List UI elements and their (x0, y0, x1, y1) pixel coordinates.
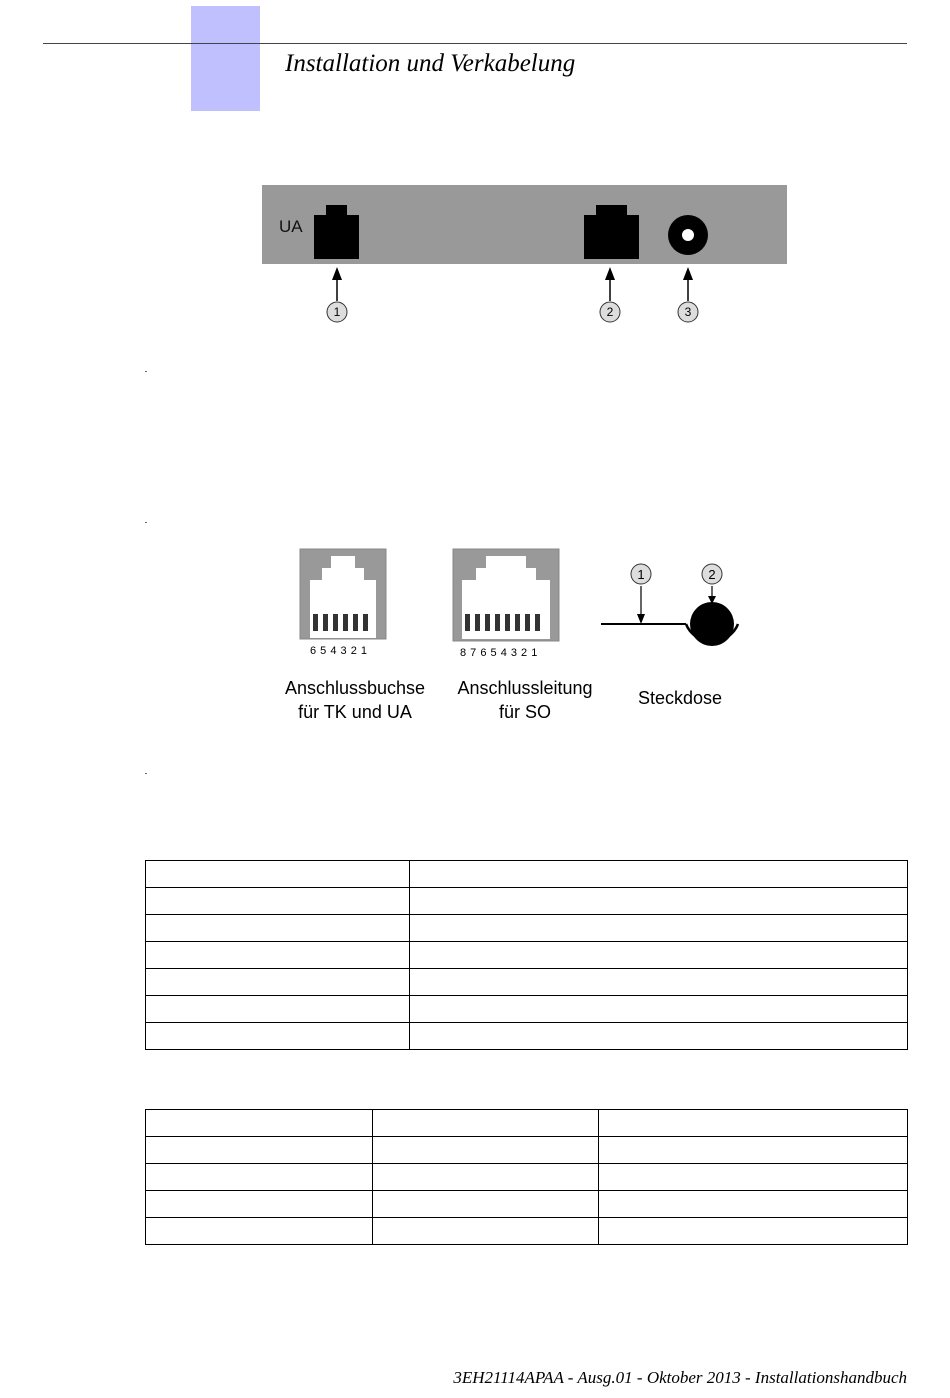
table-row (146, 1191, 908, 1218)
table-cell (146, 888, 410, 915)
table-cell (146, 942, 410, 969)
table-cell (146, 861, 410, 888)
table-cell (373, 1137, 599, 1164)
table-cell (373, 1164, 599, 1191)
table-row (146, 1218, 908, 1245)
table-1 (145, 860, 908, 1050)
table-cell (373, 1110, 599, 1137)
caption-jack8-line1: Anschlussleitung (457, 678, 593, 698)
pin-numbers-8: 8 7 6 5 4 3 2 1 (460, 647, 538, 659)
table-row (146, 969, 908, 996)
caption-jack6-line1: Anschlussbuchse (284, 678, 426, 698)
callout-3: 3 (684, 305, 692, 319)
caption-jack6 (270, 676, 440, 724)
table-cell (146, 1191, 373, 1218)
back-panel-figure (0, 0, 950, 340)
table-2 (145, 1109, 908, 1245)
caption-jack6-line2: für TK und UA (298, 702, 412, 722)
table-cell (146, 996, 410, 1023)
table-row (146, 1137, 908, 1164)
table-cell (599, 1110, 908, 1137)
table-row (146, 1110, 908, 1137)
table-cell (146, 915, 410, 942)
ua-label: UA (279, 217, 303, 236)
table-row (146, 861, 908, 888)
socket-icon (601, 602, 738, 646)
table-cell (410, 915, 908, 942)
caption-jack8 (440, 676, 610, 724)
table-cell (146, 969, 410, 996)
pinout-figure (0, 540, 950, 660)
footer-text: 3EH21114APAA - Ausg.01 - Oktober 2013 - Installationshandbuch (453, 1368, 907, 1387)
table-cell (146, 1164, 373, 1191)
table-row (146, 1023, 908, 1050)
table-row (146, 888, 908, 915)
table-cell (146, 1137, 373, 1164)
section-title: Installation und Verkabelung (285, 50, 576, 77)
table-cell (599, 1191, 908, 1218)
table-row (146, 915, 908, 942)
table-cell (373, 1218, 599, 1245)
socket-callout-2: 2 (708, 567, 716, 582)
bullet-dot (145, 773, 147, 774)
table-cell (410, 888, 908, 915)
socket-callout-1: 1 (637, 567, 645, 582)
table-row (146, 1164, 908, 1191)
table-cell (146, 1023, 410, 1050)
callout-1: 1 (333, 305, 341, 319)
table-cell (599, 1137, 908, 1164)
bullet-dot (145, 371, 147, 372)
table-row (146, 942, 908, 969)
table-cell (410, 942, 908, 969)
callout-2: 2 (606, 305, 614, 319)
table-cell (146, 1110, 373, 1137)
caption-socket: Steckdose (637, 688, 723, 708)
table-cell (599, 1164, 908, 1191)
table-cell (146, 1218, 373, 1245)
table-cell (599, 1218, 908, 1245)
table-cell (410, 1023, 908, 1050)
table-cell (373, 1191, 599, 1218)
table-cell (410, 969, 908, 996)
table-cell (410, 996, 908, 1023)
table-cell (410, 861, 908, 888)
pin-numbers-6: 6 5 4 3 2 1 (310, 645, 368, 657)
caption-jack8-line2: für SO (498, 702, 551, 722)
table-row (146, 996, 908, 1023)
bullet-dot (145, 522, 147, 523)
